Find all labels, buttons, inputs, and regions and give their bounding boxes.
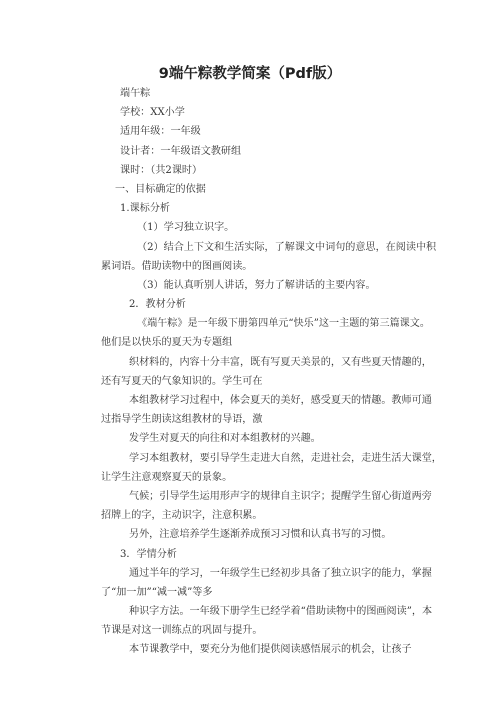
text-line: 本节课教学中，要充分为他们提供阅读感悟展示的机会，让孩子	[129, 644, 412, 656]
text-line: 另外，注意培养学生逐渐养成预习习惯和认真书写的习惯。	[129, 529, 392, 541]
text-line: 学校：XX小学	[120, 107, 185, 119]
subsection-heading: 2．教材分析	[129, 299, 186, 311]
text-line: 过指导学生朗读这组教材的导语，激	[101, 414, 263, 426]
document-body	[101, 84, 465, 660]
subsection-heading: 3．学情分析	[120, 548, 177, 560]
text-line: 织材料的，内容十分丰富，既有写夏天美景的，又有些夏天情趣的，	[129, 356, 432, 368]
text-line: 还有写夏天的气象知识的。学生可在	[101, 375, 263, 387]
text-line: 本组教材学习过程中，体会夏天的美好，感受夏天的情趣。教师可通	[129, 395, 432, 406]
text-line: 气候；引导学生运用形声字的规律自主识字；提醒学生留心街道两旁	[129, 490, 432, 502]
section-heading: 一、目标确定的依据	[115, 183, 206, 195]
text-line: 让学生注意观察夏天的景象。	[101, 471, 233, 483]
text-line: 课时：（共2课时）	[120, 164, 203, 176]
text-line: （2）结合上下文和生活实际，了解课文中词句的意思，在阅读中积	[137, 241, 437, 253]
page-title: 9端午粽教学简案（Pdf版）	[158, 66, 342, 82]
text-line: 学习本组教材，要引导学生走进大自然，走进社会，走进生活大课堂，	[129, 452, 442, 464]
text-line: 端午粽	[120, 88, 151, 99]
text-line: 节课是对这一训练点的巩固与提升。	[101, 625, 263, 637]
text-line: 适用年级：一年级	[120, 126, 201, 138]
text-line: 通过半年的学习，一年级学生已经初步具备了独立识字的能力，掌握	[129, 567, 432, 579]
text-line: 种识字方法。一年级下册学生已经学着“借助读物中的图画阅读”，本	[129, 606, 433, 618]
text-line: （3）能认真听别人讲话，努力了解讲话的主要内容。	[137, 279, 376, 291]
text-line: 招牌上的字，主动识字，注意积累。	[101, 510, 263, 522]
subsection-heading: 1.课标分析	[120, 203, 171, 215]
text-line: 他们是以快乐的夏天为专题组	[101, 337, 233, 349]
text-line: 设计者：一年级语文教研组	[120, 145, 242, 157]
text-line: 了“加一加”“减一减”等多	[101, 586, 213, 598]
text-line: （1）学习独立识字。	[137, 222, 235, 234]
text-line: 发学生对夏天的向往和对本组教材的兴趣。	[129, 433, 321, 445]
text-line: 《端午粽》是一年级下册第四单元“快乐”这一主题的第三篇课文。	[137, 318, 430, 330]
text-line: 累词语。借助读物中的图画阅读。	[101, 260, 253, 272]
